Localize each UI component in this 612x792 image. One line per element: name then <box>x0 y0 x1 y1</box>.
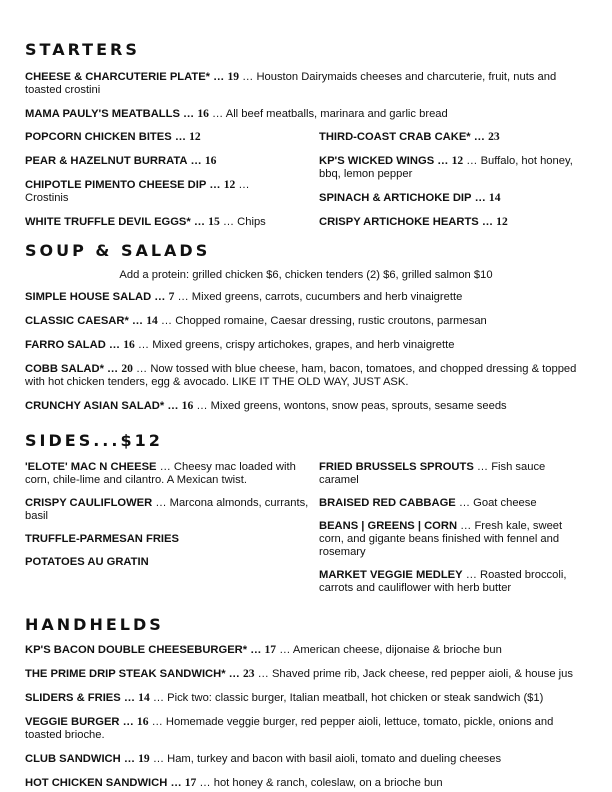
menu-item: BEANS | GREENS | CORN … Fresh kale, sweet corn, and gigante beans finished with fennel and rosemary <box>319 520 563 558</box>
menu-item: CHEESE & CHARCUTERIE PLATE* … 19 … Houston Dairymaids cheeses and charcuterie, fruit, nuts and toasted crostini <box>25 70 557 96</box>
item-name: CLASSIC CAESAR* <box>25 315 129 327</box>
handhelds-title: HANDHELDS <box>25 615 164 634</box>
sides-title: SIDES...$12 <box>25 431 163 450</box>
menu-item: MARKET VEGGIE MEDLEY … Roasted broccoli, carrots and cauliflower with herb butter <box>319 569 567 594</box>
menu-item <box>25 556 319 569</box>
menu-item: HOT CHICKEN SANDWICH … 17 … hot honey & ranch, coleslaw, on a brioche bun <box>25 776 443 789</box>
item-desc: Houston Dairymaids cheeses and charcuterie, fruit, nuts and toasted crostini <box>25 71 557 96</box>
item-desc: All beef meatballs, marinara and garlic bread <box>225 108 448 120</box>
item-desc: Goat cheese <box>473 497 537 509</box>
item-desc: Crostinis <box>25 192 69 204</box>
item-price: 17 <box>264 643 277 656</box>
item-price: 16 <box>197 107 209 120</box>
menu-item: SIMPLE HOUSE SALAD … 7 … Mixed greens, carrots, cucumbers and herb vinaigrette <box>25 290 463 303</box>
item-name: COBB SALAD* <box>25 363 104 375</box>
item-name: CRISPY CAULIFLOWER <box>25 497 153 509</box>
item-name: WHITE TRUFFLE DEVIL EGGS* <box>25 216 191 228</box>
item-name: POPCORN CHICKEN BITES <box>25 131 172 143</box>
item-name: CLUB SANDWICH <box>25 753 121 765</box>
menu-item: CLASSIC CAESAR* … 14 … Chopped romaine, Caesar dressing, rustic croutons, parmesan <box>25 314 487 327</box>
menu-item <box>25 533 319 546</box>
starters-columns <box>25 130 587 229</box>
item-name: KP'S WICKED WINGS <box>319 155 435 167</box>
item-desc: Ham, turkey and bacon with basil aioli, tomato and dueling cheeses <box>167 753 502 765</box>
item-desc: Mixed greens, crispy artichokes, grapes, and herb vinaigrette <box>152 339 455 351</box>
item-price: 12 <box>223 178 236 191</box>
item-desc: Now tossed with blue cheese, ham, bacon, tomatoes, and chopped dressing & topped with hot chicken tenders, egg & avocado. LIKE IT THE OLD WAY, JUST ASK. <box>25 363 577 388</box>
item-price: 19 <box>227 70 240 83</box>
item-name: MAMA PAULY'S MEATBALLS <box>25 108 180 120</box>
item-name: SLIDERS & FRIES <box>25 692 121 704</box>
item-desc: American cheese, dijonaise & brioche bun <box>292 644 502 656</box>
item-name: KP'S BACON DOUBLE CHEESEBURGER* <box>25 644 248 656</box>
menu-item: CLUB SANDWICH … 19 … Ham, turkey and bacon with basil aioli, tomato and dueling cheeses <box>25 752 502 765</box>
sides-columns <box>25 461 587 595</box>
menu-item: KP'S BACON DOUBLE CHEESEBURGER* … 17 … American cheese, dijonaise & brioche bun <box>25 643 502 656</box>
menu-item: 'ELOTE' MAC N CHEESE … Cheesy mac loaded with corn, chile-lime and cilantro. A Mexican twist. <box>25 461 296 486</box>
item-name: MARKET VEGGIE MEDLEY <box>319 569 463 581</box>
menu-page <box>25 40 587 790</box>
menu-item: CHIPOTLE PIMENTO CHEESE DIP … 12 … Crostinis <box>25 178 250 204</box>
item-name: SPINACH & ARTICHOKE DIP <box>319 192 472 204</box>
item-price: 23 <box>242 667 255 680</box>
item-price: 12 <box>189 130 201 143</box>
menu-item: MAMA PAULY'S MEATBALLS … 16 … All beef meatballs, marinara and garlic bread <box>25 107 448 120</box>
menu-item: SLIDERS & FRIES … 14 … Pick two: classic burger, Italian meatball, hot chicken or steak sandwich ($1) <box>25 691 544 704</box>
item-desc: Roasted broccoli, carrots and cauliflower with herb butter <box>319 569 567 594</box>
item-name: HOT CHICKEN SANDWICH <box>25 777 168 789</box>
menu-item: CRISPY CAULIFLOWER … Marcona almonds, currants, basil <box>25 497 309 522</box>
item-name: PEAR & HAZELNUT BURRATA <box>25 155 188 167</box>
menu-item: THIRD-COAST CRAB CAKE* … 23 <box>319 130 500 143</box>
item-name: VEGGIE BURGER <box>25 716 120 728</box>
sides-left-column <box>25 461 319 595</box>
item-price: 12 <box>451 154 464 167</box>
item-name: BRAISED RED CABBAGE <box>319 497 456 509</box>
item-price: 17 <box>184 776 197 789</box>
item-price: 16 <box>181 399 194 412</box>
item-desc: Chips <box>237 216 266 228</box>
item-price: 15 <box>208 215 220 228</box>
item-desc: Buffalo, hot honey, bbq, lemon pepper <box>319 155 573 180</box>
item-price: 14 <box>146 314 158 327</box>
item-name: CRISPY ARTICHOKE HEARTS <box>319 216 479 228</box>
sides-right-column <box>319 461 587 595</box>
item-price: 23 <box>488 130 500 143</box>
item-desc: Cheesy mac loaded with corn, chile-lime and cilantro. A Mexican twist. <box>25 461 296 486</box>
item-price: 19 <box>138 752 150 765</box>
starters-left-column <box>25 130 319 229</box>
soups-title: SOUP & SALADS <box>25 241 211 260</box>
menu-item: FARRO SALAD … 16 … Mixed greens, crispy artichokes, grapes, and herb vinaigrette <box>25 338 455 351</box>
item-name: BEANS | GREENS | CORN <box>319 520 458 532</box>
item-name: THE PRIME DRIP STEAK SANDWICH* <box>25 668 226 680</box>
item-name: SIMPLE HOUSE SALAD <box>25 291 152 303</box>
item-desc: Homemade veggie burger, red pepper aioli, lettuce, tomato, pickle, onions and toasted brioche. <box>25 716 554 741</box>
menu-item: CRUNCHY ASIAN SALAD* … 16 … Mixed greens, wontons, snow peas, sprouts, sesame seeds <box>25 399 507 412</box>
item-desc: Marcona almonds, currants, basil <box>25 497 309 522</box>
menu-item: THE PRIME DRIP STEAK SANDWICH* … 23 … Shaved prime rib, Jack cheese, red pepper aioli, & house jus <box>25 667 573 680</box>
item-name: CRUNCHY ASIAN SALAD* <box>25 400 165 412</box>
item-price: 14 <box>138 691 150 704</box>
starters-title: STARTERS <box>25 40 140 59</box>
item-price: 14 <box>488 191 501 204</box>
starters-right-column <box>319 130 587 229</box>
item-desc: Fish sauce caramel <box>319 461 546 486</box>
menu-item: KP'S WICKED WINGS … 12 … Buffalo, hot honey, bbq, lemon pepper <box>319 154 573 180</box>
item-price: 7 <box>168 290 175 303</box>
item-name: FRIED BRUSSELS SPROUTS <box>319 461 474 473</box>
menu-item: WHITE TRUFFLE DEVIL EGGS* … 15 … Chips <box>25 215 266 228</box>
menu-item: FRIED BRUSSELS SPROUTS … Fish sauce caramel <box>319 461 546 486</box>
menu-item: CRISPY ARTICHOKE HEARTS … 12 <box>319 215 508 228</box>
item-desc: Shaved prime rib, Jack cheese, red pepper aioli, & house jus <box>271 668 573 680</box>
item-name: CHEESE & CHARCUTERIE PLATE* <box>25 71 211 83</box>
menu-item: SPINACH & ARTICHOKE DIP … 14 <box>319 191 501 204</box>
item-name: TRUFFLE-PARMESAN FRIES <box>25 533 179 545</box>
menu-item: POPCORN CHICKEN BITES … 12 <box>25 130 201 143</box>
item-name: THIRD-COAST CRAB CAKE* <box>319 131 471 143</box>
menu-item: BRAISED RED CABBAGE … Goat cheese <box>319 497 537 509</box>
item-name: FARRO SALAD <box>25 339 106 351</box>
menu-item: COBB SALAD* … 20 … Now tossed with blue cheese, ham, bacon, tomatoes, and chopped dressing & topped with hot chicken tenders, egg & avocado. LIKE IT THE OLD WAY, JUST ASK. <box>25 362 577 388</box>
item-desc: Pick two: classic burger, Italian meatball, hot chicken or steak sandwich ($1) <box>167 692 544 704</box>
item-price: 12 <box>496 215 508 228</box>
item-desc: Chopped romaine, Caesar dressing, rustic croutons, parmesan <box>175 315 487 327</box>
item-price: 20 <box>121 362 133 375</box>
menu-item: VEGGIE BURGER … 16 … Homemade veggie burger, red pepper aioli, lettuce, tomato, pickle, onions and toasted brioche. <box>25 715 554 741</box>
item-name: 'ELOTE' MAC N CHEESE <box>25 461 157 473</box>
item-price: 16 <box>136 715 149 728</box>
item-desc: Mixed greens, carrots, cucumbers and herb vinaigrette <box>191 291 463 303</box>
item-price: 16 <box>204 154 217 167</box>
item-name: CHIPOTLE PIMENTO CHEESE DIP <box>25 179 207 191</box>
item-price: 16 <box>123 338 135 351</box>
item-desc: Mixed greens, wontons, snow peas, sprouts, sesame seeds <box>210 400 507 412</box>
item-name: POTATOES AU GRATIN <box>25 556 149 568</box>
item-desc: Fresh kale, sweet corn, and gigante beans finished with fennel and rosemary <box>319 520 563 558</box>
item-desc: hot honey & ranch, coleslaw, on a brioche bun <box>213 777 443 789</box>
protein-note: Add a protein: grilled chicken $6, chicken tenders (2) $6, grilled salmon $10 <box>119 269 493 281</box>
menu-item: PEAR & HAZELNUT BURRATA … 16 <box>25 154 217 167</box>
